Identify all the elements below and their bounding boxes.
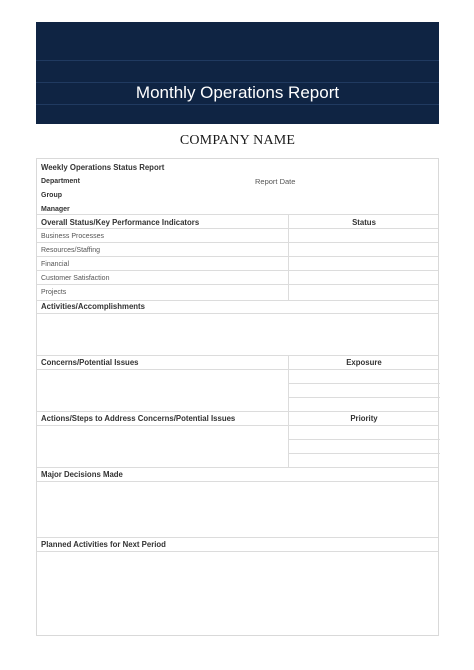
kpi-item: Resources/Staffing [41, 247, 101, 254]
row-divider [37, 270, 438, 271]
exposure-header: Exposure [346, 358, 382, 367]
row-divider [37, 467, 438, 468]
row-divider [288, 439, 440, 440]
row-divider [37, 313, 438, 314]
status-header: Status [352, 218, 376, 227]
planned-header: Planned Activities for Next Period [41, 540, 166, 549]
row-divider [37, 481, 438, 482]
manager-label: Manager [41, 206, 70, 213]
kpi-item: Financial [41, 261, 70, 268]
row-divider [37, 242, 438, 243]
row-divider [37, 537, 438, 538]
row-divider [37, 411, 438, 412]
kpi-item: Projects [41, 289, 67, 296]
row-divider [37, 300, 438, 301]
group-label: Group [41, 192, 62, 199]
kpi-item: Customer Satisfaction [41, 275, 110, 282]
report-title: Monthly Operations Report [135, 83, 340, 102]
row-divider [37, 551, 438, 552]
status-report-form [36, 158, 439, 636]
kpi-item: Business Processes [41, 233, 105, 240]
row-divider [288, 453, 440, 454]
row-divider [288, 397, 440, 398]
row-divider [37, 214, 438, 215]
kpi-header: Overall Status/Key Performance Indicators [41, 218, 200, 227]
company-name: COMPANY NAME [179, 133, 296, 148]
banner-rule [36, 60, 439, 61]
weekly-report-title: Weekly Operations Status Report [41, 163, 165, 172]
priority-header: Priority [350, 414, 378, 423]
banner-rule [36, 104, 439, 105]
column-divider [288, 214, 289, 301]
actions-header: Actions/Steps to Address Concerns/Potential Issues [41, 414, 236, 423]
report-banner [36, 22, 439, 124]
row-divider [37, 228, 438, 229]
row-divider [37, 284, 438, 285]
row-divider [37, 256, 438, 257]
department-label: Department [41, 178, 80, 185]
row-divider [288, 383, 440, 384]
activities-header: Activities/Accomplishments [41, 302, 145, 311]
row-divider [37, 425, 438, 426]
row-divider [37, 355, 438, 356]
concerns-header: Concerns/Potential Issues [41, 358, 139, 367]
report-date-label: Report Date [255, 177, 296, 186]
row-divider [37, 369, 438, 370]
decisions-header: Major Decisions Made [41, 470, 123, 479]
